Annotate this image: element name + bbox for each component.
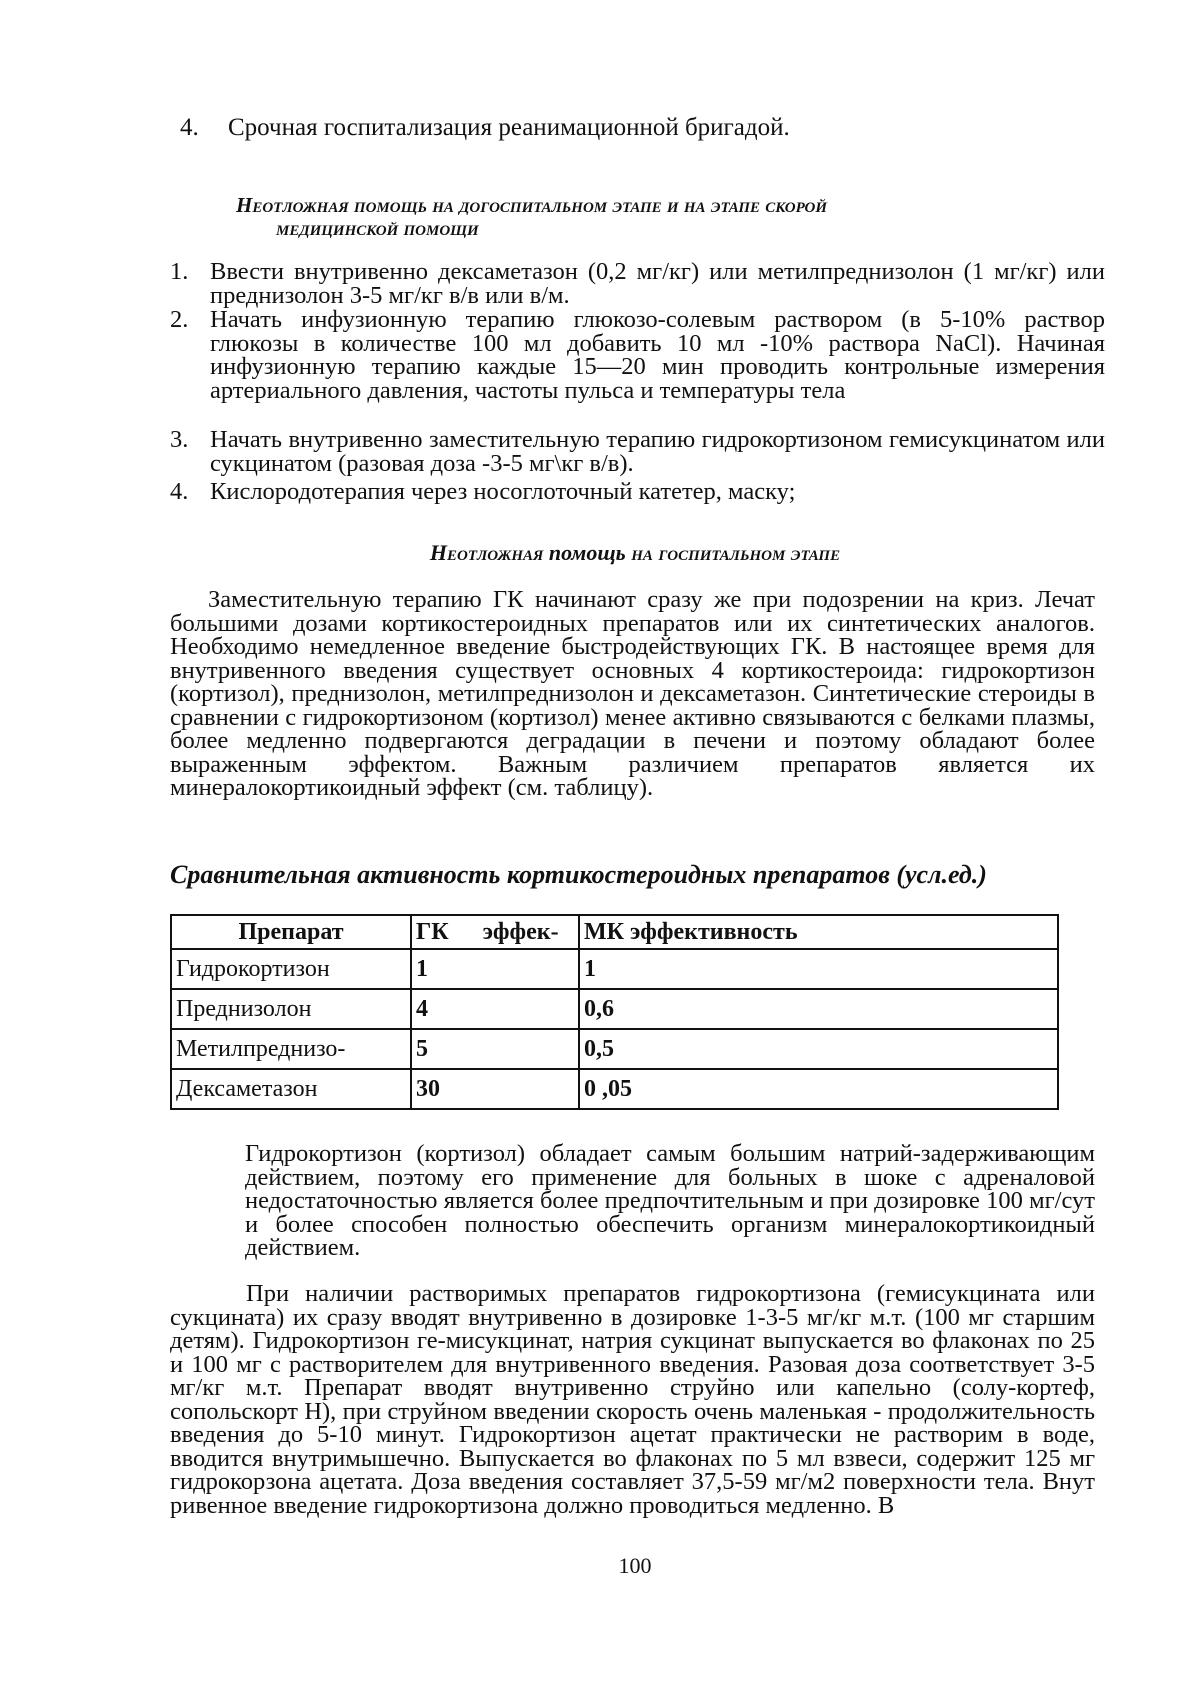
list-item bbox=[170, 480, 1105, 504]
section2-heading-part2: помощь bbox=[548, 540, 626, 565]
paragraph-final: При наличии растворимых препаратов гидрокортизона (гемисукцината или сукцината) их сразу вводят внутривенно в дозировке 1-3-5 мг/кг м.т. (100 мг старшим детям). Гидрокортизон ге-мисукцинат, натрия сукцинат выпускается во флаконах по 25 и 100 мг с растворителем для внутривенного введения. Разовая доза соответствует 3-5 мг/кг м.т. Препарат вводят внутривенно струйно или капельно (солу-кортеф, сопольскорт Н), при струйном введении скорость очень маленькая - продолжительность введения до 5-10 минут. Гидрокортизон ацетат практически не растворим в воде, вводится внутримышечно. Выпускается во флаконах по 5 мл взвеси, содержит 125 мг гидрокорзона ацетата. Доза введения составляет 37,5-59 мг/м2 поверхности тела. Внут ривенное введение гидрокортизона должно проводиться медленно. В bbox=[170, 1280, 1095, 1519]
table-cell: Преднизолон bbox=[171, 989, 411, 1029]
list-item bbox=[170, 308, 1105, 428]
section2-heading-part3: на госпитальном этапе bbox=[631, 540, 841, 565]
list-item-number: 3. bbox=[170, 426, 189, 453]
table-header-row bbox=[171, 915, 1058, 949]
table-cell: 0,6 bbox=[579, 989, 1058, 1029]
section1-heading-line2: медицинской помощи bbox=[276, 216, 479, 240]
table-cell: 1 bbox=[579, 949, 1058, 989]
table-cell: Метилпреднизо- bbox=[171, 1029, 411, 1069]
table-header-cell: ГК эффек- bbox=[411, 915, 579, 949]
table-row bbox=[171, 949, 1058, 989]
table-row bbox=[171, 1069, 1058, 1109]
table-cell: 4 bbox=[411, 989, 579, 1029]
top-item-number: 4. bbox=[180, 114, 199, 141]
table-cell: Дексаметазон bbox=[171, 1069, 411, 1109]
table-cell: Гидрокортизон bbox=[171, 949, 411, 989]
list-item-number: 4. bbox=[170, 478, 189, 505]
table-row bbox=[171, 989, 1058, 1029]
comparison-table bbox=[170, 914, 1059, 1110]
top-item-text: Срочная госпитализация реанимационной бригадой. bbox=[228, 114, 790, 141]
list-item-text: Начать инфузионную терапию глюкозо-солевым раствором (в 5-10% раствор глюкозы в количестве 100 мл добавить 10 мл -10% раствора NaCl). Начиная инфузионную терапию каждые 15—20 мин проводить контрольные измерения артериального давления, частоты пульса и температуры тела bbox=[210, 306, 1105, 404]
list-item-text: Кислородотерапия через носоглоточный катетер, маску; bbox=[210, 478, 796, 505]
list-item-number: 2. bbox=[170, 306, 189, 333]
list-item bbox=[170, 260, 1105, 308]
section2-heading-part1: Неотложная bbox=[429, 540, 544, 565]
section2-heading bbox=[0, 540, 1189, 566]
paragraph-after-table: Гидрокортизон (кортизол) обладает самым большим натрий-задерживающим действием, поэтому его применение для больных в шоке с адреналовой недостаточностью является более предпочтительным и при дозировке 100 мг/сут и более способен полностью обеспечить организм минералокортикоидный действием. bbox=[245, 1140, 1095, 1261]
table-cell: 30 bbox=[411, 1069, 579, 1109]
table-header-cell: МК эффективность bbox=[579, 915, 1058, 949]
table-header-cell: Препарат bbox=[171, 915, 411, 949]
table-caption: Сравнительная активность кортикостероидных препаратов (усл.ед.) bbox=[170, 860, 987, 889]
table-cell: 1 bbox=[411, 949, 579, 989]
section1-list bbox=[170, 260, 1105, 504]
list-item-number: 1. bbox=[170, 258, 189, 285]
top-list-item bbox=[180, 116, 880, 140]
section2-paragraph: Заместительную терапию ГК начинают сразу же при подозрении на криз. Лечат большими дозами кортикостероидных препаратов или их синтетических аналогов. Необходимо немедленное введение быстродействующих ГК. В настоящее время для внутривенного введения существует основных 4 кортикостероида: гидрокортизон (кортизол), преднизолон, метилпреднизолон и дексаметазон. Синтетические стероиды в сравнении с гидрокортизоном (кортизол) менее активно связываются с белками плазмы, более медленно подвергаются деградации в печени и поэтому обладают более выраженным эффектом. Важным различием препаратов является их минералокортикоидный эффект (см. таблицу). bbox=[170, 586, 1095, 801]
list-item-text: Ввести внутривенно дексаметазон (0,2 мг/кг) или метилпреднизолон (1 мг/кг) или преднизолон 3-5 мг/кг в/в или в/м. bbox=[210, 258, 1105, 309]
section1-heading-line1: Неотложная помощь на догоспитальном этапе и на этапе скорой bbox=[236, 193, 828, 217]
table-cell: 0 ,05 bbox=[579, 1069, 1058, 1109]
list-item bbox=[170, 428, 1105, 480]
section1-heading bbox=[236, 194, 1116, 240]
table-cell: 5 bbox=[411, 1029, 579, 1069]
page-number: 100 bbox=[618, 1553, 652, 1578]
table-row bbox=[171, 1029, 1058, 1069]
table-cell: 0,5 bbox=[579, 1029, 1058, 1069]
list-item-text: Начать внутривенно заместительную терапию гидрокортизоном гемисукцинатом или сукцинатом (разовая доза -3-5 мг\кг в/в). bbox=[210, 426, 1105, 477]
